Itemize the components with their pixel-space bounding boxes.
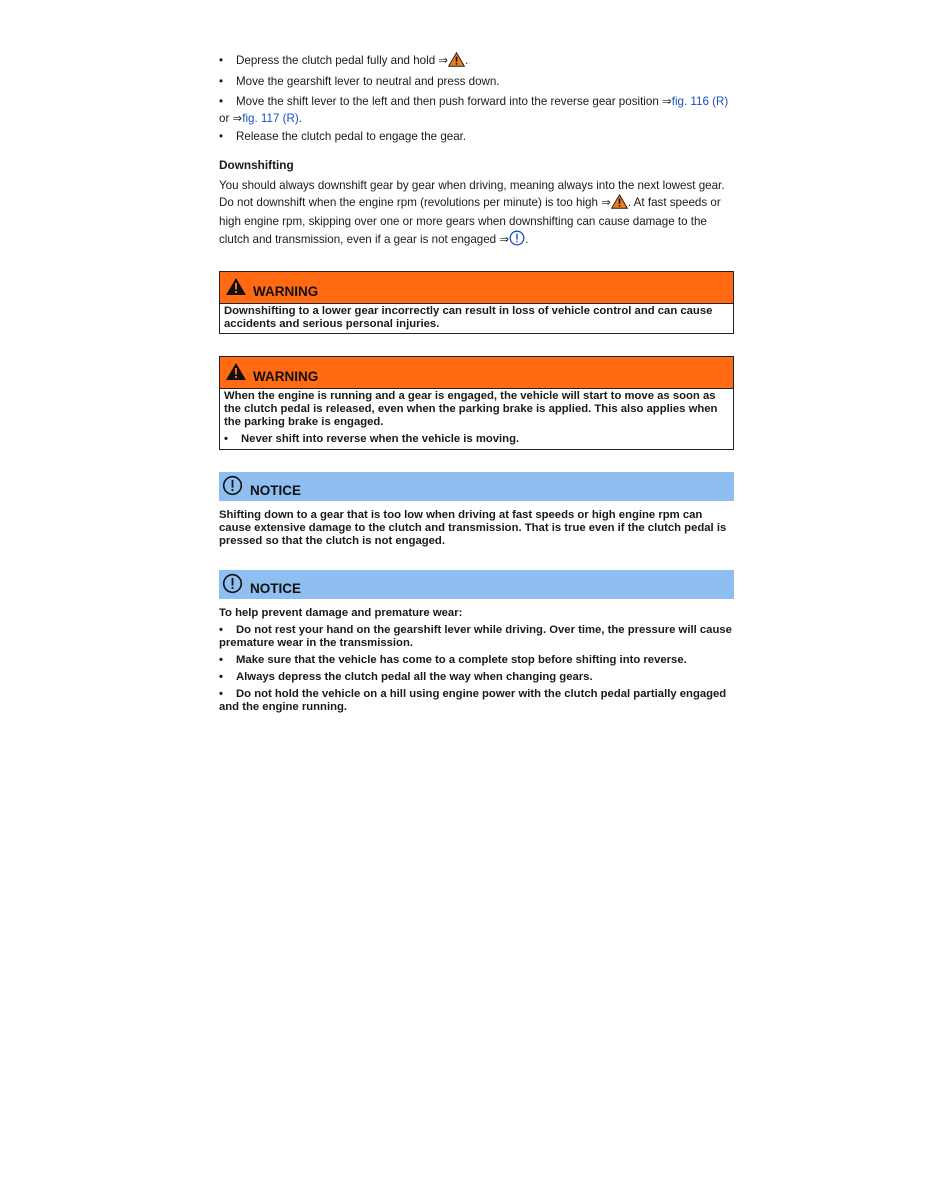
manual-page xyxy=(219,52,734,714)
notice-exclamation-icon xyxy=(509,230,525,251)
notice-bullet-text: Do not rest your hand on the gearshift lever while driving. Over time, the pressure will cause premature wear in the transmission. xyxy=(219,624,732,649)
notice-bullet-text: Do not hold the vehicle on a hill using engine power with the clutch pedal partially engaged and the engine running. xyxy=(219,688,727,713)
fig-116-link[interactable]: fig. 116 (R) xyxy=(671,95,729,108)
warning-body xyxy=(220,389,733,449)
notice-body-1: Shifting down to a gear that is too low when driving at fast speeds or high engine rpm can cause extensive damage to the clutch and transmission. That is true even if the clutch pedal is pressed so that the clutch is not engaged. xyxy=(219,509,727,547)
warning-bullet-text: Never shift into reverse when the vehicle is moving. xyxy=(241,433,520,445)
bullet: • xyxy=(219,130,224,143)
notice-header-1 xyxy=(219,472,734,501)
downshifting-text-2: . At fast speeds or high engine rpm, skipping over one or more gears when downshifting can cause damage to the clutch and transmission, even if a gear is not engaged ⇒ xyxy=(219,196,721,246)
bullet: • xyxy=(219,624,223,636)
warning-box-1 xyxy=(219,271,734,334)
step-3-end: . xyxy=(298,112,302,125)
notice-label: NOTICE xyxy=(250,483,302,498)
notice-bullet xyxy=(219,624,734,650)
bullet: • xyxy=(219,654,223,666)
step-1 xyxy=(219,52,734,72)
step-1-text: Depress the clutch pedal fully and hold ⇒ xyxy=(236,54,449,67)
step-1-end: . xyxy=(465,54,469,67)
warning-bullet xyxy=(224,433,728,446)
step-3-mid: or ⇒ xyxy=(219,112,243,125)
downshifting-heading: Downshifting xyxy=(219,158,294,172)
notice-label: NOTICE xyxy=(250,581,302,596)
warning-triangle-icon xyxy=(225,362,247,386)
bullet: • xyxy=(219,671,223,683)
step-4 xyxy=(219,128,734,145)
warning-box-2 xyxy=(219,356,734,450)
warning-header xyxy=(220,272,733,304)
bullet: • xyxy=(224,433,228,445)
warning-body-text: When the engine is running and a gear is engaged, the vehicle will start to move as soon as the clutch pedal is released, even when the parking brake is applied. This also applies when the parking brake is engaged. xyxy=(224,390,718,428)
step-2 xyxy=(219,73,734,90)
notice-bullet-text: Always depress the clutch pedal all the way when changing gears. xyxy=(236,671,593,683)
step-3 xyxy=(219,93,734,127)
notice-exclamation-icon xyxy=(222,475,243,501)
warning-label: WARNING xyxy=(253,284,319,299)
warning-header xyxy=(220,357,733,389)
notice-intro: To help prevent damage and premature wear: xyxy=(219,607,463,619)
notice-bullet xyxy=(219,654,734,667)
step-2-text: Move the gearshift lever to neutral and press down. xyxy=(236,75,500,88)
bullet: • xyxy=(219,54,224,67)
downshifting-text-3: . xyxy=(525,233,529,246)
bullet: • xyxy=(219,95,224,108)
warning-body: Downshifting to a lower gear incorrectly can result in loss of vehicle control and can cause accidents and serious personal injuries. xyxy=(224,305,713,330)
downshifting-text-1: You should always downshift gear by gear when driving, meaning always into the next lowest gear. Do not downshift when the engine rpm (revolutions per minute) is too high ⇒ xyxy=(219,179,725,209)
downshifting-paragraph xyxy=(219,178,734,251)
fig-117-link[interactable]: fig. 117 (R) xyxy=(242,112,299,125)
warning-triangle-icon xyxy=(611,194,628,214)
notice-body-2 xyxy=(219,607,734,714)
bullet: • xyxy=(219,75,224,88)
notice-exclamation-icon xyxy=(222,573,243,599)
notice-bullet xyxy=(219,671,734,684)
notice-header-2 xyxy=(219,570,734,599)
warning-label: WARNING xyxy=(253,369,319,384)
warning-triangle-icon xyxy=(225,277,247,301)
notice-bullet-text: Make sure that the vehicle has come to a complete stop before shifting into reverse. xyxy=(236,654,687,666)
step-4-text: Release the clutch pedal to engage the gear. xyxy=(236,130,467,143)
bullet: • xyxy=(219,688,223,700)
notice-bullet xyxy=(219,688,734,714)
warning-triangle-icon xyxy=(448,52,465,72)
step-3-text: Move the shift lever to the left and then push forward into the reverse gear position ⇒ xyxy=(236,95,672,108)
